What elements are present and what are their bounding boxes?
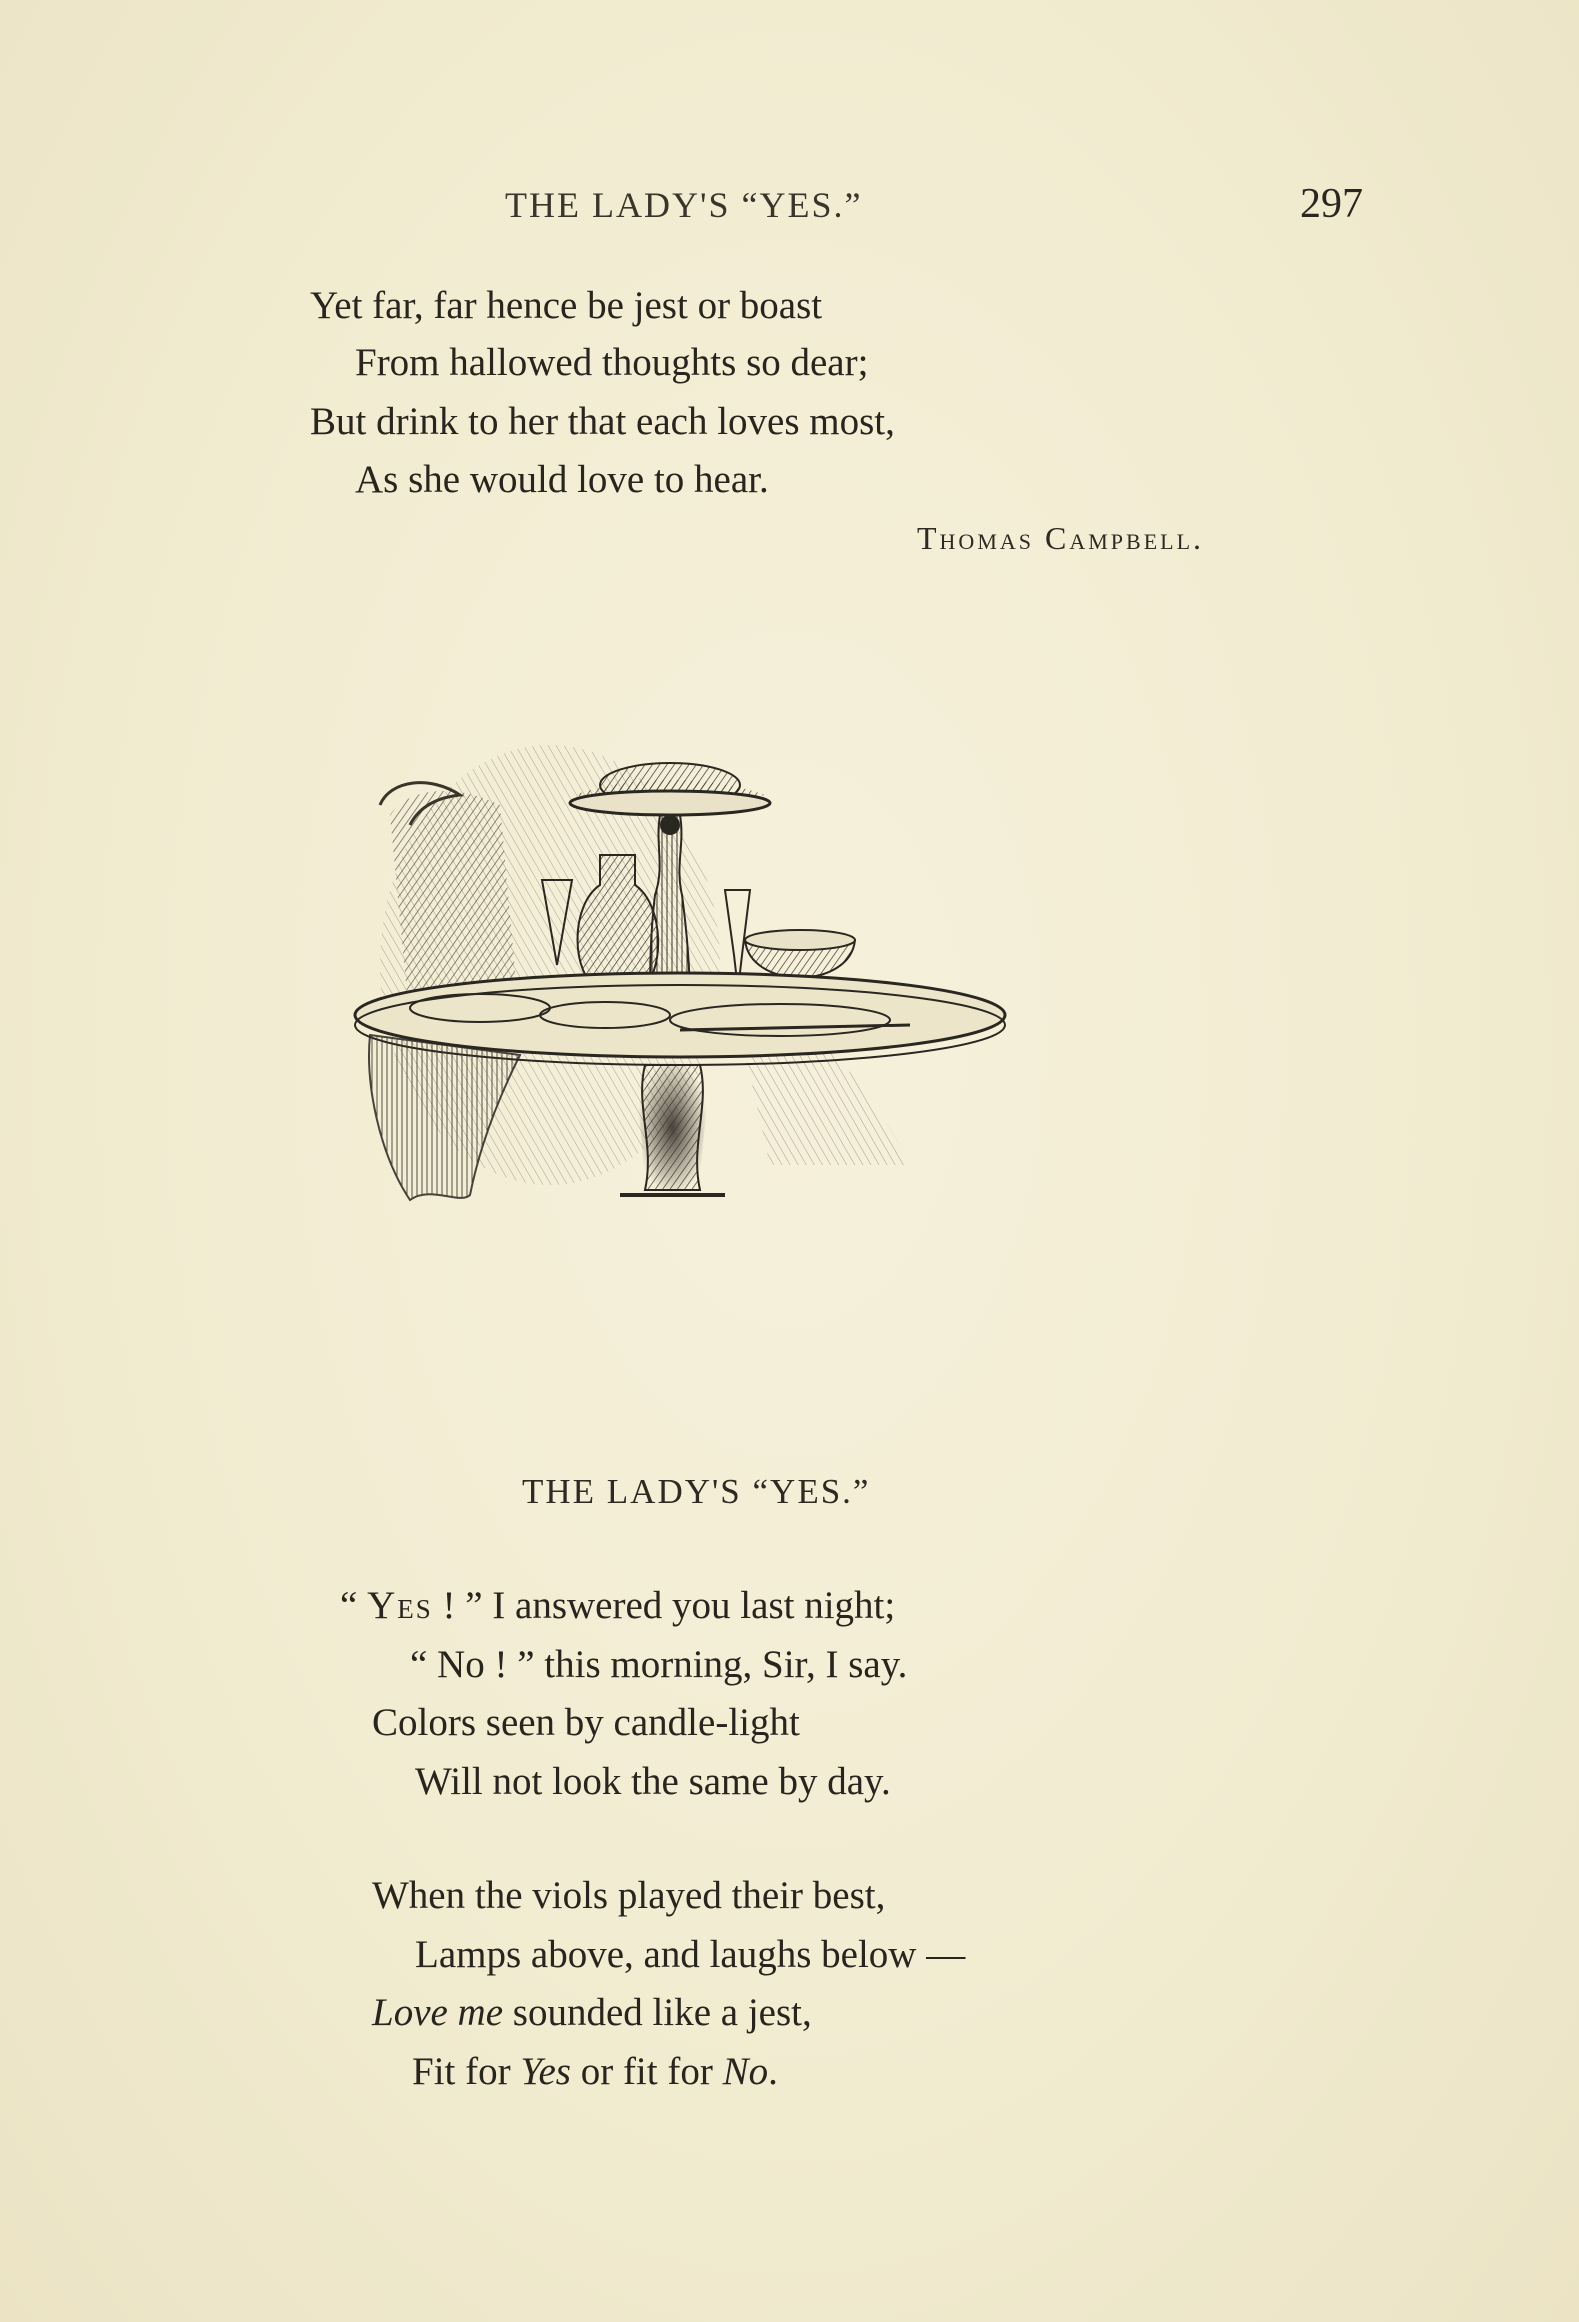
table-still-life-engraving: [350, 725, 1030, 1225]
verse-text: Fit for: [412, 2050, 521, 2093]
open-quote: “: [340, 1584, 368, 1627]
verse-line: [340, 1577, 895, 1635]
running-head: [0, 180, 1579, 230]
verse-line: Will not look the same by day.: [415, 1760, 891, 1803]
verse-line: Colors seen by candle-light: [372, 1701, 800, 1744]
italic-word: No: [722, 2050, 769, 2093]
page-number: 297: [1300, 181, 1363, 227]
verse-line: But drink to her that each loves most,: [310, 400, 895, 443]
verse-line: [372, 1984, 812, 2042]
verse-text: sounded like a jest,: [503, 1991, 812, 2034]
verse-line: From hallowed thoughts so dear;: [355, 341, 869, 384]
verse-line: When the viols played their best,: [372, 1874, 886, 1917]
verse-line: [412, 2043, 778, 2101]
verse-text: ! ” I answered you last night;: [432, 1584, 896, 1627]
running-title: THE LADY'S “YES.”: [505, 185, 863, 225]
verse-line: As she would love to hear.: [355, 458, 769, 501]
verse-text: or fit for: [570, 2050, 723, 2093]
poem-title: THE LADY'S “YES.”: [522, 1472, 871, 1511]
verse-text: .: [768, 2050, 778, 2093]
author-attribution: Thomas Campbell.: [917, 520, 1205, 556]
small-caps-word: Yes: [367, 1584, 433, 1627]
verse-line: Yet far, far hence be jest or boast: [310, 284, 823, 327]
italic-word: Yes: [520, 2050, 571, 2093]
italic-phrase: Love me: [372, 1991, 504, 2034]
verse-line: “ No ! ” this morning, Sir, I say.: [410, 1643, 908, 1686]
verse-line: Lamps above, and laughs below —: [415, 1933, 966, 1976]
